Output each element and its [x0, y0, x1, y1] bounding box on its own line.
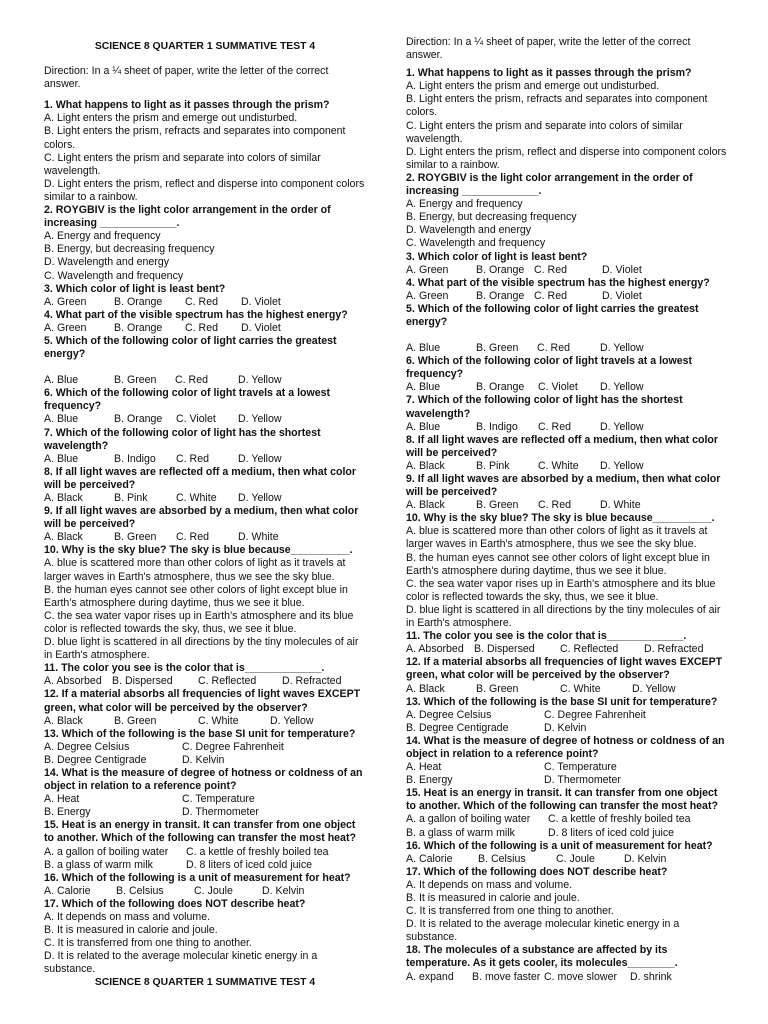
option: A. Light enters the prism and emerge out undisturbed. — [406, 80, 660, 93]
option: C. Red — [534, 289, 567, 302]
option: B. Celsius — [478, 852, 526, 865]
option: A. blue is scattered more than other colors of light as it travels at larger waves in Earth's atmosphere, thus we see the sky blue. — [406, 525, 708, 551]
options-row — [44, 675, 366, 688]
option: B. Orange — [476, 289, 525, 302]
options-row — [44, 492, 366, 505]
option: D. White — [600, 499, 641, 512]
question-12: 12. If a material absorbs all frequencies of light waves EXCEPT green, what color will be perceived by the observer? — [406, 656, 723, 682]
options-row — [406, 853, 728, 866]
option: C. Joule — [194, 884, 233, 897]
option: B. Orange — [114, 295, 163, 308]
option: A. blue is scattered more than other colors of light as it travels at larger waves in Earth's atmosphere, thus we see the sky blue. — [44, 557, 346, 583]
test-title-bottom: SCIENCE 8 QUARTER 1 SUMMATIVE TEST 4 — [94, 977, 316, 989]
question-11: 11. The color you see is the color that is_____________. — [406, 630, 687, 643]
option: C. White — [560, 682, 601, 695]
option: A. Blue — [44, 452, 79, 465]
option: C. a kettle of freshly boiled tea — [548, 813, 691, 826]
option: B. Green — [476, 682, 519, 695]
right-column — [406, 36, 728, 984]
option: A. Heat — [406, 761, 442, 774]
option: B. Green — [476, 342, 519, 355]
option: C. Red — [176, 452, 209, 465]
option: D. It is related to the average molecular kinetic energy in a substance. — [44, 950, 318, 976]
option: C. Degree Fahrenheit — [544, 708, 646, 721]
option: B. a glass of warm milk — [406, 826, 515, 839]
option: B. It is measured in calorie and joule. — [406, 892, 580, 904]
option: C. Reflected — [560, 643, 619, 656]
option: C. Violet — [176, 413, 216, 426]
option: B. Indigo — [476, 420, 518, 433]
option: A. Green — [406, 263, 449, 276]
option: A. Degree Celsius — [406, 708, 492, 721]
option: A. Blue — [406, 420, 441, 433]
question-18: 18. The molecules of a substance are affected by its temperature. As it gets cooler, its molecules________. — [406, 944, 678, 970]
option: B. Orange — [476, 263, 525, 276]
option: D. White — [238, 531, 279, 544]
question-17: 17. Which of the following does NOT describe heat? — [406, 865, 668, 878]
question-13: 13. Which of the following is the base SI unit for temperature? — [406, 695, 718, 708]
options-row — [406, 709, 728, 722]
option: A. a gallon of boiling water — [44, 845, 169, 858]
options-row — [44, 793, 366, 806]
option: D. Wavelength and energy — [44, 256, 170, 269]
options-row — [406, 381, 728, 394]
option: D. It is related to the average molecular kinetic energy in a substance. — [406, 918, 680, 944]
options-row — [44, 531, 366, 544]
option: B. Energy — [44, 806, 91, 819]
options-row — [44, 413, 366, 426]
question-2: 2. ROYGBIV is the light color arrangement in the order of increasing _____________. — [44, 204, 331, 230]
question-4: 4. What part of the visible spectrum has the highest energy? — [406, 276, 710, 289]
question-1: 1. What happens to light as it passes through the prism? — [406, 67, 692, 80]
option: B. Pink — [114, 492, 148, 504]
options-row — [44, 715, 366, 728]
question-17: 17. Which of the following does NOT describe heat? — [44, 897, 306, 910]
option: B. Celsius — [116, 884, 164, 897]
option: A. Green — [44, 321, 87, 334]
option: D. Refracted — [282, 675, 342, 688]
option: A. Absorbed — [406, 643, 464, 656]
option: A. Green — [44, 295, 87, 308]
options-row — [406, 460, 728, 473]
option: A. Energy and frequency — [406, 198, 523, 211]
options-row — [44, 846, 366, 859]
question-16: 16. Which of the following is a unit of measurement for heat? — [406, 839, 713, 852]
option: C. Red — [185, 321, 218, 334]
option: C. It is transferred from one thing to another. — [406, 905, 614, 918]
option: A. It depends on mass and volume. — [44, 911, 211, 923]
option: A. Blue — [44, 374, 79, 387]
options-row — [406, 499, 728, 512]
option: D. Violet — [602, 289, 642, 302]
question-6: 6. Which of the following color of light travels at a lowest frequency? — [406, 355, 693, 381]
option: C. White — [538, 459, 579, 472]
option: A. Black — [44, 492, 83, 504]
option: C. Reflected — [198, 675, 257, 688]
option: A. Heat — [44, 793, 80, 806]
option: C. Red — [176, 531, 209, 544]
option: D. 8 liters of iced cold juice — [186, 858, 313, 871]
question-4: 4. What part of the visible spectrum has the highest energy? — [44, 308, 348, 321]
option: A. Black — [406, 499, 445, 512]
option: D. Yellow — [600, 420, 644, 433]
options-row — [44, 859, 366, 872]
option: D. Refracted — [644, 643, 704, 656]
test-title: SCIENCE 8 QUARTER 1 SUMMATIVE TEST 4 — [94, 41, 316, 52]
question-15: 15. Heat is an energy in transit. It can transfer from one object to another. Which of the following can transfer the most heat? — [44, 819, 356, 845]
question-6: 6. Which of the following color of light travels at a lowest frequency? — [44, 387, 331, 413]
option: C. Red — [538, 420, 571, 433]
question-8: 8. If all light waves are reflected off a medium, then what color will be perceived? — [44, 465, 357, 491]
option: C. White — [198, 714, 239, 727]
option: C. Joule — [556, 852, 595, 865]
option: C. move slower — [544, 970, 617, 983]
options-row — [406, 421, 728, 434]
option: C. a kettle of freshly boiled tea — [186, 845, 329, 858]
options-row — [44, 754, 366, 767]
question-16: 16. Which of the following is a unit of measurement for heat? — [44, 871, 351, 884]
option: B. Degree Centigrade — [44, 753, 147, 766]
option: D. Wavelength and energy — [406, 224, 532, 237]
option: A. Light enters the prism and emerge out undisturbed. — [44, 112, 298, 125]
option: A. a gallon of boiling water — [406, 813, 531, 826]
option: B. Indigo — [114, 452, 156, 465]
option: B. Light enters the prism, refracts and separates into component colors. — [44, 125, 346, 151]
question-14: 14. What is the measure of degree of hotness or coldness of an object in relation to a reference point? — [44, 766, 363, 793]
option: D. Yellow — [600, 459, 644, 472]
option: D. blue light is scattered in all directions by the tiny molecules of air in Earth's atmosphere. — [44, 636, 359, 662]
question-1: 1. What happens to light as it passes through the prism? — [44, 99, 330, 112]
question-5: 5. Which of the following color of light carries the greatest energy? — [44, 334, 337, 361]
options-row — [406, 342, 728, 355]
option: D. blue light is scattered in all directions by the tiny molecules of air in Earth's atmosphere. — [406, 603, 721, 630]
option: B. a glass of warm milk — [44, 858, 153, 871]
option: A. Absorbed — [44, 675, 102, 688]
question-10: 10. Why is the sky blue? The sky is blue because__________. — [44, 544, 353, 557]
option: B. Pink — [476, 459, 510, 472]
options-row — [406, 761, 728, 774]
option: D. Thermometer — [544, 774, 621, 787]
option: A. Degree Celsius — [44, 740, 130, 753]
option: D. Violet — [241, 321, 281, 334]
option: B. Energy — [406, 774, 453, 787]
option: B. Energy, but decreasing frequency — [44, 243, 215, 256]
option: D. Yellow — [238, 452, 282, 465]
option: C. Light enters the prism and separate into colors of similar wavelength. — [406, 119, 683, 145]
options-row — [44, 806, 366, 819]
option: C. Red — [185, 295, 218, 308]
option: D. Yellow — [600, 381, 644, 394]
options-row — [44, 322, 366, 335]
option: C. Wavelength and frequency — [406, 237, 546, 250]
option: D. Yellow — [238, 374, 282, 387]
option: B. Green — [114, 374, 157, 387]
option: B. Dispersed — [112, 675, 173, 688]
option: C. Wavelength and frequency — [44, 269, 184, 282]
option: D. shrink — [630, 970, 672, 983]
option: D. Light enters the prism, reflect and disperse into component colors similar to a rainbow. — [44, 177, 365, 203]
options-row — [406, 722, 728, 735]
option: A. Black — [406, 682, 445, 695]
option: A. Calorie — [406, 852, 453, 865]
question-13: 13. Which of the following is the base SI unit for temperature? — [44, 727, 356, 740]
options-row — [406, 774, 728, 787]
direction-text: Direction: In a ¼ sheet of paper, write the letter of the correct answer. — [406, 36, 691, 62]
question-5: 5. Which of the following color of light carries the greatest energy? — [406, 302, 699, 328]
options-row — [406, 643, 728, 656]
options-row — [406, 683, 728, 696]
option: D. Yellow — [238, 492, 282, 504]
option: C. Temperature — [544, 761, 617, 774]
option: C. Red — [538, 499, 571, 512]
left-column — [44, 36, 366, 990]
option: B. Light enters the prism, refracts and separates into component colors. — [406, 93, 708, 119]
option: C. Red — [175, 374, 208, 387]
option: C. Violet — [538, 381, 578, 394]
option: A. It depends on mass and volume. — [406, 878, 573, 891]
options-row — [406, 827, 728, 840]
option: B. Orange — [476, 381, 525, 394]
question-9: 9. If all light waves are absorbed by a medium, then what color will be perceived? — [406, 473, 721, 499]
question-3: 3. Which color of light is least bent? — [406, 250, 588, 263]
option: C. It is transferred from one thing to another. — [44, 937, 252, 950]
question-11: 11. The color you see is the color that is_____________. — [44, 662, 325, 675]
option: A. Calorie — [44, 884, 91, 897]
option: C. the sea water vapor rises up in Earth's atmosphere and its blue color is reflected towards the sky, thus, we see it blue. — [44, 609, 354, 635]
option: D. Kelvin — [624, 852, 667, 865]
option: A. Black — [406, 459, 445, 472]
option: D. Light enters the prism, reflect and disperse into component colors similar to a rainbow. — [406, 145, 727, 171]
option: D. Violet — [602, 263, 642, 276]
options-row — [406, 290, 728, 303]
option: B. Degree Centigrade — [406, 721, 509, 734]
option: D. Yellow — [270, 714, 314, 727]
options-row — [44, 885, 366, 898]
option: D. Kelvin — [182, 753, 225, 766]
option: C. White — [176, 492, 217, 504]
option: C. Red — [537, 342, 570, 355]
option: C. Degree Fahrenheit — [182, 740, 284, 753]
direction-text: Direction: In a ¼ sheet of paper, write the letter of the correct answer. — [44, 65, 329, 91]
option: B. Green — [476, 499, 519, 512]
option: D. Kelvin — [262, 884, 305, 897]
question-15: 15. Heat is an energy in transit. It can transfer from one object to another. Which of the following can transfer the most heat? — [406, 787, 718, 813]
question-3: 3. Which color of light is least bent? — [44, 282, 226, 295]
option: A. Blue — [406, 342, 441, 355]
option: A. Blue — [406, 381, 441, 394]
question-14: 14. What is the measure of degree of hotness or coldness of an object in relation to a reference point? — [406, 734, 725, 760]
option: B. Orange — [114, 413, 163, 426]
options-row — [44, 374, 366, 387]
option: D. Thermometer — [182, 806, 259, 819]
option: C. the sea water vapor rises up in Earth's atmosphere and its blue color is reflected towards the sky, thus, we see it blue. — [406, 577, 716, 603]
option: D. Violet — [241, 295, 281, 308]
option: D. Kelvin — [544, 721, 587, 734]
option: C. Red — [534, 263, 567, 276]
options-row — [44, 453, 366, 466]
option: B. Green — [114, 531, 157, 544]
option: B. Energy, but decreasing frequency — [406, 211, 577, 224]
question-9: 9. If all light waves are absorbed by a medium, then what color will be perceived? — [44, 505, 359, 531]
option: A. Green — [406, 289, 449, 302]
option: D. Yellow — [600, 342, 644, 355]
option: C. Temperature — [182, 793, 255, 806]
options-row — [406, 971, 728, 984]
option: B. Green — [114, 714, 157, 727]
option: C. Light enters the prism and separate into colors of similar wavelength. — [44, 151, 321, 177]
question-8: 8. If all light waves are reflected off a medium, then what color will be perceived? — [406, 433, 719, 459]
option: B. Dispersed — [474, 643, 535, 656]
option: B. It is measured in calorie and joule. — [44, 924, 218, 937]
option: B. move faster — [472, 970, 541, 983]
question-12: 12. If a material absorbs all frequencies of light waves EXCEPT green, what color will be perceived by the observer? — [44, 688, 361, 714]
option: A. expand — [406, 970, 454, 983]
option: A. Energy and frequency — [44, 230, 161, 243]
option: D. 8 liters of iced cold juice — [548, 826, 675, 839]
option: D. Yellow — [632, 682, 676, 695]
option: A. Black — [44, 714, 83, 727]
question-10: 10. Why is the sky blue? The sky is blue because__________. — [406, 512, 715, 525]
option: B. the human eyes cannot see other colors of light except blue in Earth's atmosphere during daytime, thus we see it blue. — [406, 551, 710, 577]
question-7: 7. Which of the following color of light has the shortest wavelength? — [44, 426, 321, 452]
question-2: 2. ROYGBIV is the light color arrangement in the order of increasing _____________. — [406, 171, 693, 198]
options-row — [406, 264, 728, 277]
options-row — [44, 296, 366, 309]
option: A. Blue — [44, 413, 79, 426]
question-7: 7. Which of the following color of light has the shortest wavelength? — [406, 394, 683, 420]
options-row — [44, 741, 366, 754]
option: D. Yellow — [238, 413, 282, 426]
option: B. Orange — [114, 321, 163, 334]
option: B. the human eyes cannot see other colors of light except blue in Earth's atmosphere during daytime, thus we see it blue. — [44, 583, 348, 609]
options-row — [406, 813, 728, 826]
option: A. Black — [44, 531, 83, 544]
